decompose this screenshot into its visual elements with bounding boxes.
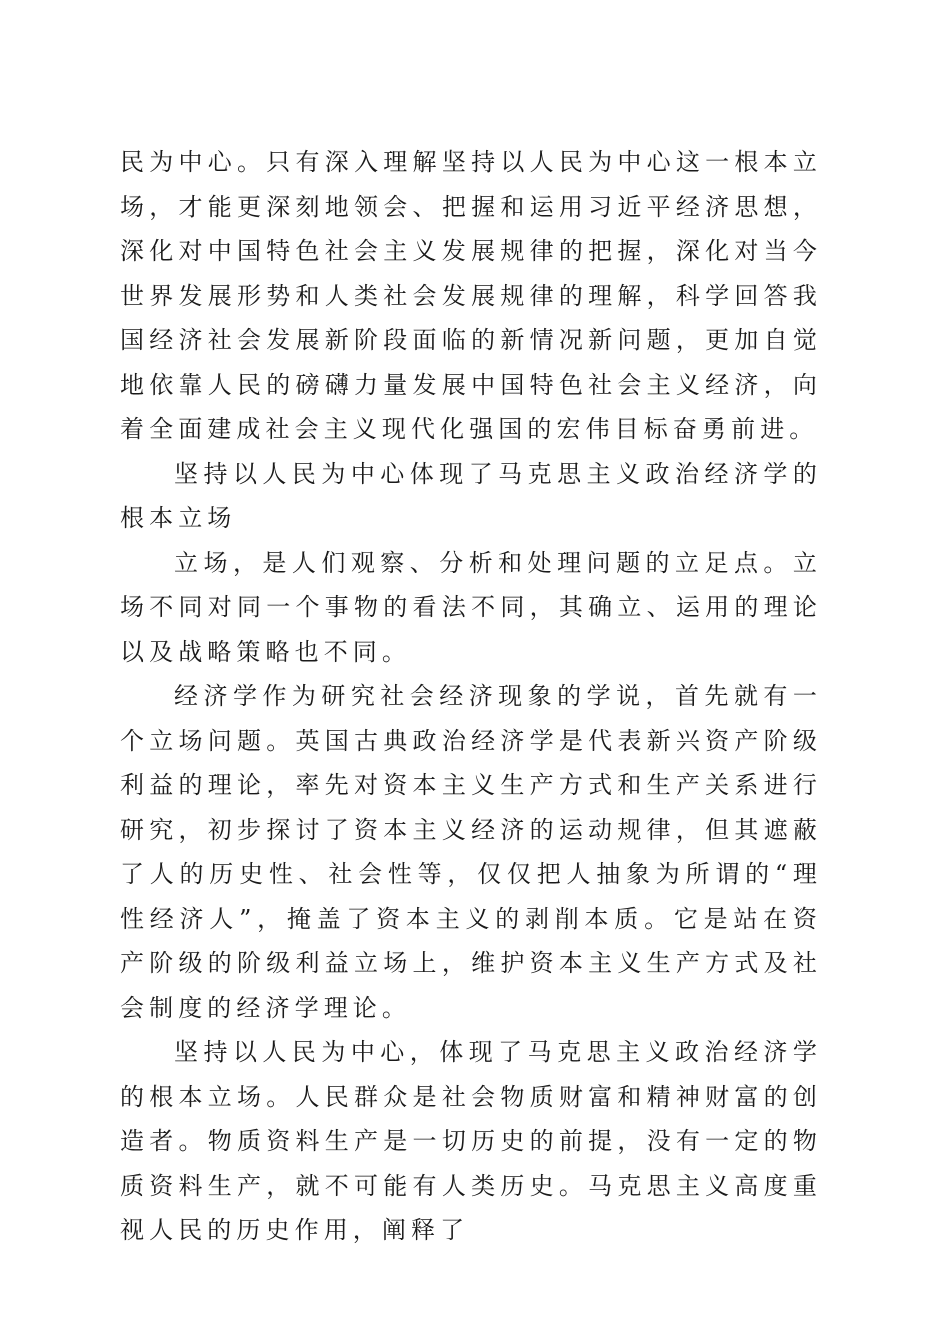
section-heading: 坚持以人民为中心体现了马克思主义政治经济学的根本立场 (120, 459, 822, 532)
document-body (120, 140, 822, 1253)
paragraph-standpoint-definition: 立场，是人们观察、分析和处理问题的立足点。立场不同对同一个事物的看法不同，其确立、运用的理论以及战略策略也不同。 (120, 548, 822, 666)
paragraph-continuation: 民为中心。只有深入理解坚持以人民为中心这一根本立场，才能更深刻地领会、把握和运用习近平经济思想，深化对中国特色社会主义发展规律的把握，深化对当今世界发展形势和人类社会发展规律的理解，科学回答我国经济社会发展新阶段面临的新情况新问题，更加自觉地依靠人民的磅礴力量发展中国特色社会主义经济，向着全面建成社会主义现代化强国的宏伟目标奋勇前进。 (120, 148, 822, 443)
paragraph-classical-economics: 经济学作为研究社会经济现象的学说，首先就有一个立场问题。英国古典政治经济学是代表新兴资产阶级利益的理论，率先对资本主义生产方式和生产关系进行研究，初步探讨了资本主义经济的运动规律，但其遮蔽了人的历史性、社会性等，仅仅把人抽象为所谓的“理性经济人”，掩盖了资本主义的剥削本质。它是站在资产阶级的阶级利益立场上，维护资本主义生产方式及社会制度的经济学理论。 (120, 682, 822, 1022)
paragraph-people-centered: 坚持以人民为中心，体现了马克思主义政治经济学的根本立场。人民群众是社会物质财富和精神财富的创造者。物质资料生产是一切历史的前提，没有一定的物质资料生产，就不可能有人类历史。马克思主义高度重视人民的历史作用，阐释了 (120, 1038, 822, 1244)
